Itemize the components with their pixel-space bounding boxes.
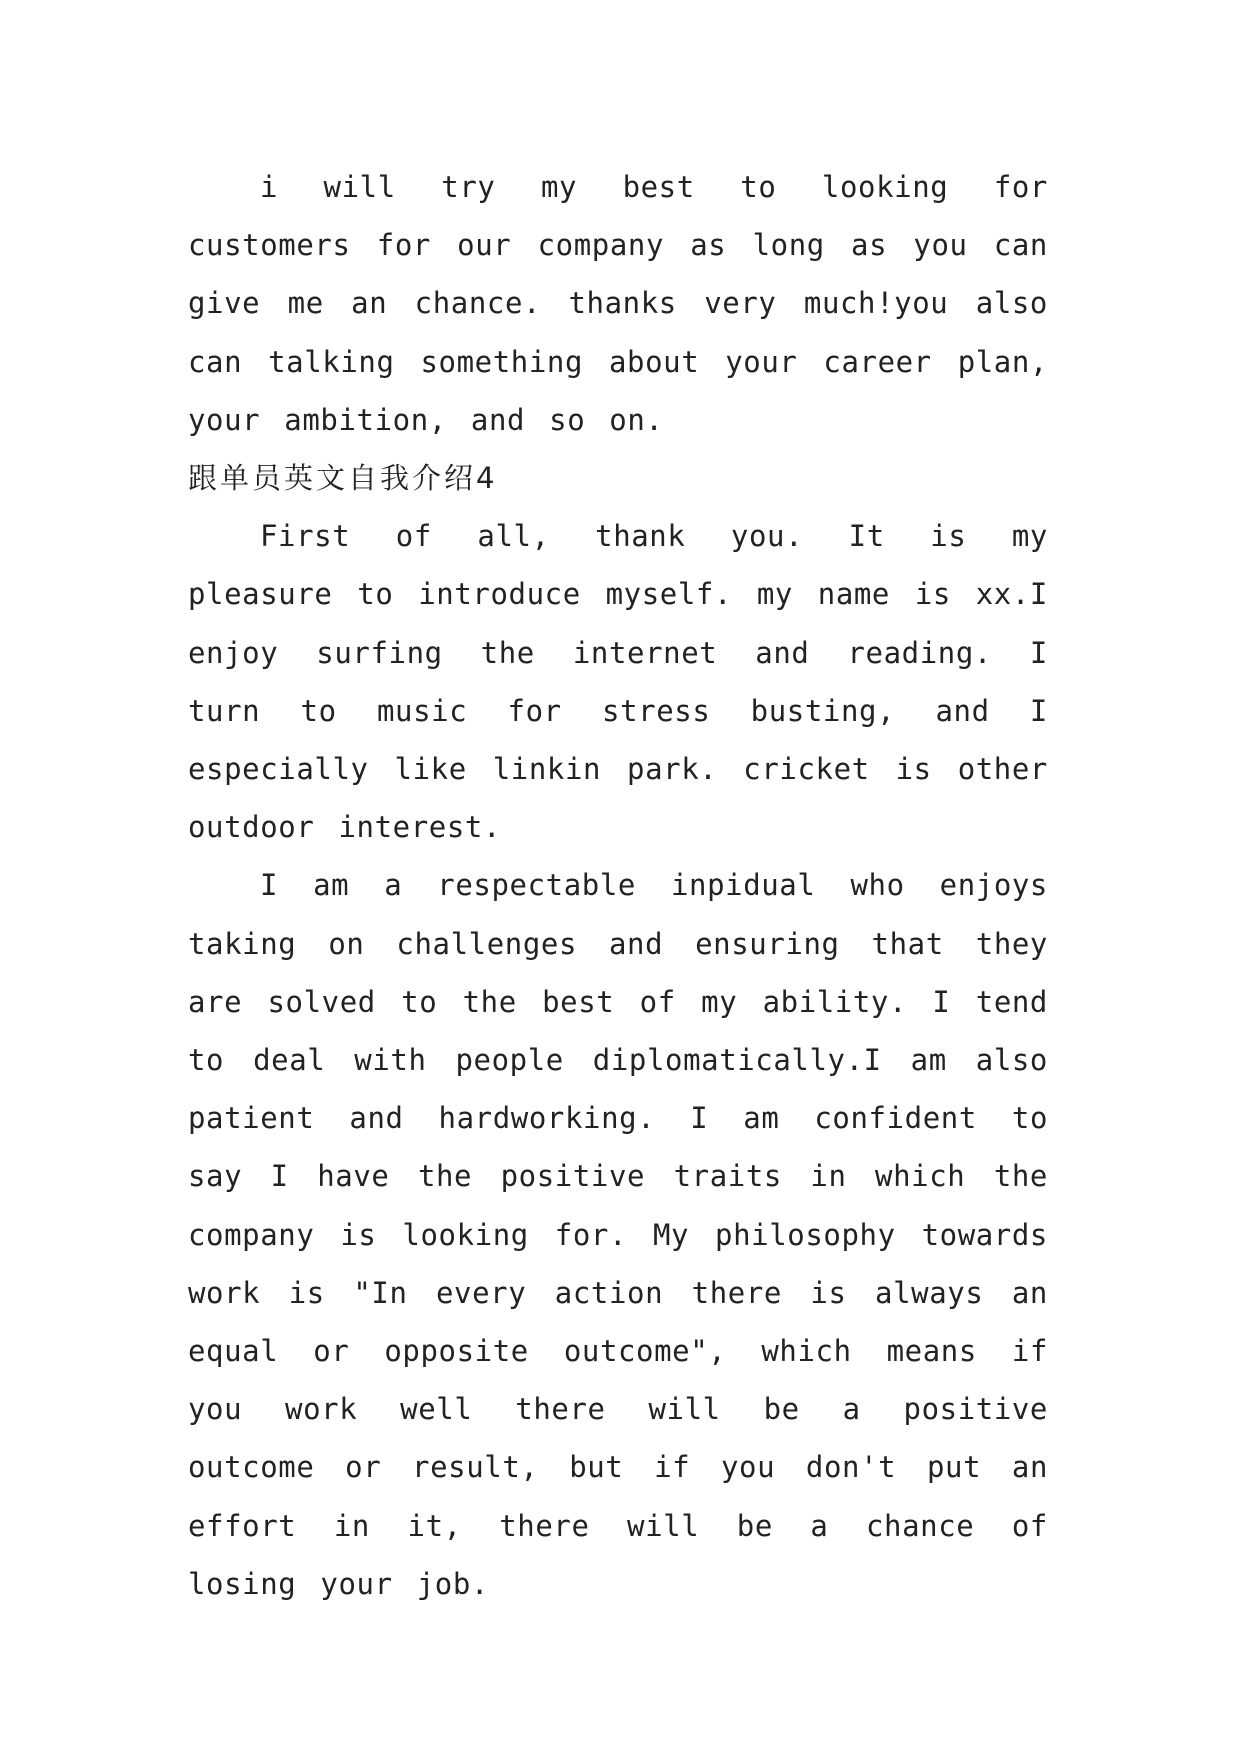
paragraph-career-plan: i will try my best to looking for customers for our company as long as you can give me an chance. thanks very much!you also can talking something about your career plan, your ambition, and so on.: [188, 170, 1048, 437]
section-heading: 跟单员英文自我介绍4: [188, 461, 498, 496]
document-body: [188, 158, 1048, 1613]
paragraph-introduction: First of all, thank you. It is my pleasure to introduce myself. my name is xx.I enjoy surfing the internet and reading. I turn to music for stress busting, and I especially like linkin park. cricket is other outdoor interest.: [188, 519, 1048, 845]
paragraph-philosophy: I am a respectable inpidual who enjoys taking on challenges and ensuring that they are solved to the best of my ability. I tend to deal with people diplomatically.I am also patient and hardworking. I am confident to say I have the positive traits in which the company is looking for. My philosophy towards work is "In every action there is always an equal or opposite outcome", which means if you work well there will be a positive outcome or result, but if you don't put an effort in it, there will be a chance of losing your job.: [188, 868, 1048, 1601]
